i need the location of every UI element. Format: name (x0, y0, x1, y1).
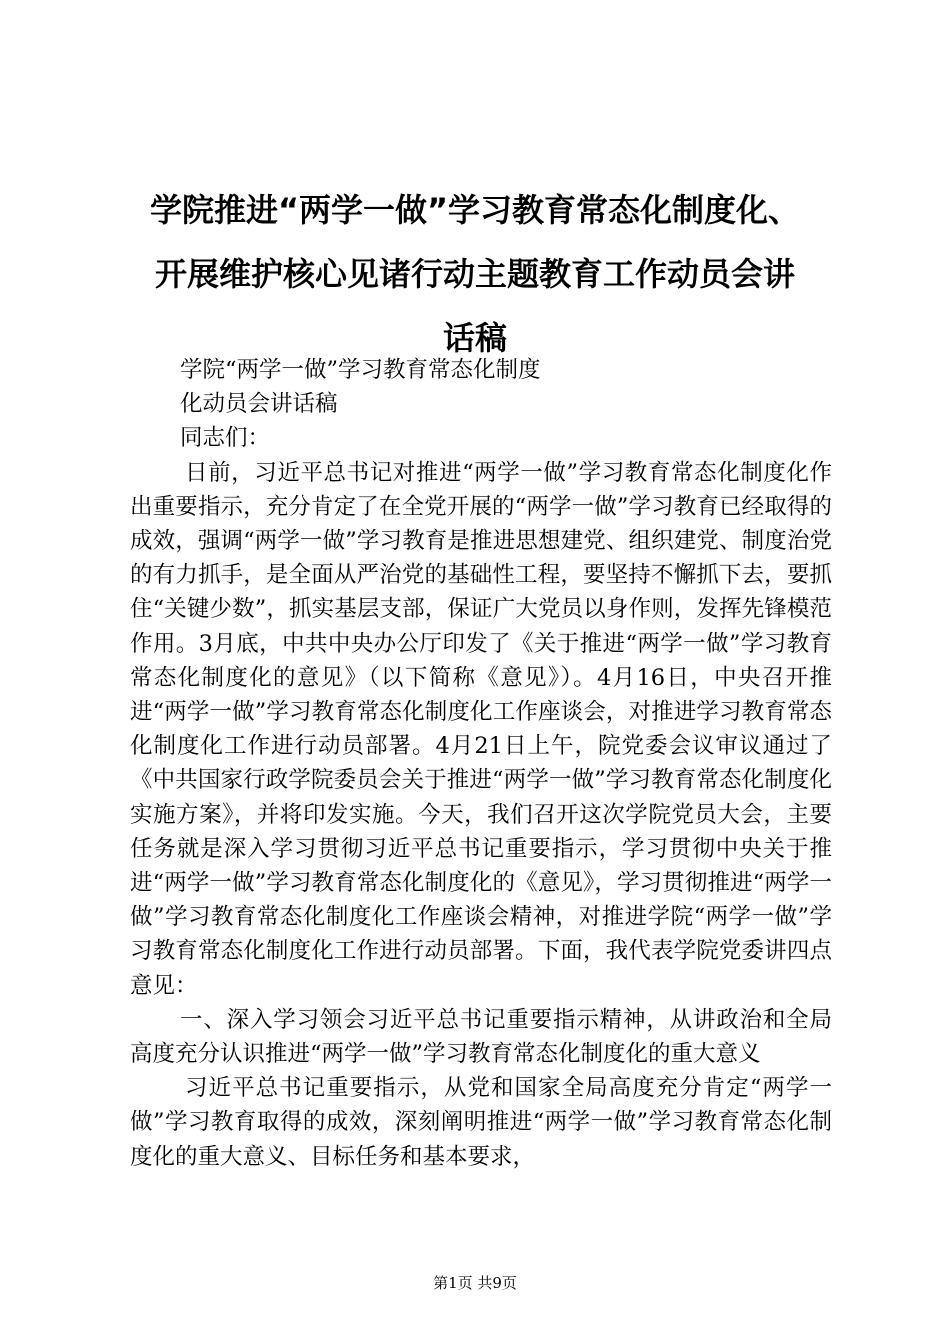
page-number-footer: 第1页 共9页 (433, 1274, 517, 1292)
section-heading-1: 一、深入学习领会习近平总书记重要指示精神，从讲政治和全局高度充分认识推进“两学一做”学习教育常态化制度化的重大意义 (130, 1006, 832, 1068)
salutation: 同志们： (180, 425, 271, 452)
document-title (100, 178, 850, 370)
title-line-3: 话稿 (442, 319, 507, 357)
title-line-1: 学院推进“两学一做”学习教育常态化制度化、 (149, 191, 801, 229)
subtitle-line-2: 化动员会讲话稿 (180, 391, 338, 418)
title-line-2: 开展维护核心见诸行动主题教育工作动员会讲 (154, 255, 795, 293)
document-body (130, 353, 832, 1174)
subtitle-line-1: 学院“两学一做”学习教育常态化制度 (180, 357, 541, 383)
body-paragraph-2: 习近平总书记重要指示，从党和国家全局高度充分肯定“两学一做”学习教育取得的成效，深刻阐明推进“两学一做”学习教育常态化制度化的重大意义、目标任务和基本要求， (130, 1075, 832, 1170)
body-paragraph-1: 日前，习近平总书记对推进“两学一做”学习教育常态化制度化作出重要指示，充分肯定了在全党开展的“两学一做”学习教育已经取得的成效，强调“两学一做”学习教育是推进思想建党、组织建党、制度治党的有力抓手，是全面从严治党的基础性工程，要坚持不懈抓下去，要抓住“关键少数”，抓实基层支部，保证广大党员以身作则，发挥先锋模范作用。3月底，中共中央办公厅印发了《关于推进“两学一做”学习教育常态化制度化的意见》（以下简称《意见》）。4月16日，中央召开推进“两学一做”学习教育常态化制度化工作座谈会，对推进学习教育常态化制度化工作进行动员部署。4月21日上午，院党委会议审议通过了《中共国家行政学院委员会关于推进“两学一做”学习教育常态化制度化实施方案》，并将印发实施。今天，我们召开这次学院党员大会，主要任务就是深入学习贯彻习近平总书记重要指示，学习贯彻中央关于推进“两学一做”学习教育常态化制度化的《意见》，学习贯彻推进“两学一做”学习教育常态化制度化工作座谈会精神，对推进学院“两学一做”学习教育常态化制度化工作进行动员部署。下面，我代表学院党委讲四点意见： (130, 459, 832, 999)
